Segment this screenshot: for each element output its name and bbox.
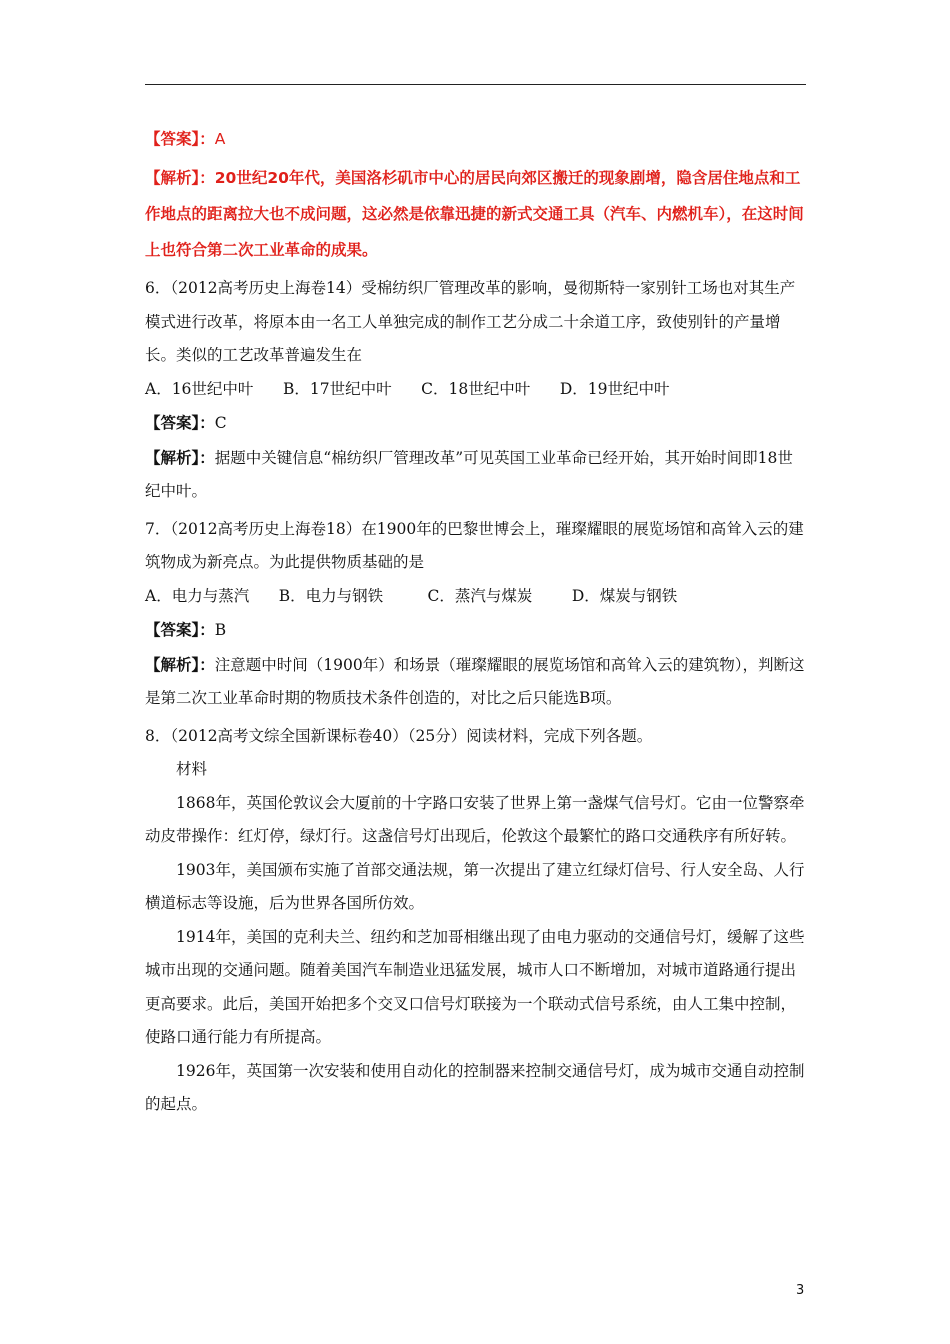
prev-answer-label: 【答案】： <box>145 130 215 148</box>
q6-answer-value: C <box>214 414 227 432</box>
q7-explanation <box>145 648 806 716</box>
q6-answer-label: 【答案】： <box>145 413 215 432</box>
q6-options <box>145 373 806 407</box>
prev-answer-value: A <box>214 130 226 148</box>
q8-paragraph-2: 1903年，美国颁布实施了首部交通法规，第一次提出了建立红绿灯信号、行人安全岛、人行横道标志等设施，后为世界各国所仿效。 <box>145 860 805 912</box>
q6-option-d: D．19世纪中叶 <box>559 379 670 398</box>
q7-stem: 7．（2012高考历史上海卷18）在1900年的巴黎世博会上，璀璨耀眼的展览场馆和高耸入云的建筑物成为新亮点。为此提供物质基础的是 <box>145 519 804 571</box>
page-number: 3 <box>796 1283 805 1298</box>
q8-paragraph-3: 1914年，美国的克利夫兰、纽约和芝加哥相继出现了由电力驱动的交通信号灯，缓解了这些城市出现的交通问题。随着美国汽车制造业迅猛发展，城市人口不断增加，对城市道路通行提出更高要求。此后，美国开始把多个交叉口信号灯联接为一个联动式信号系统，由人工集中控制，使路口通行能力有所提高。 <box>145 927 805 1046</box>
q6-stem: 6．（2012高考历史上海卷14）受棉纺织厂管理改革的影响，曼彻斯特一家别针工场也对其生产模式进行改革，将原本由一名工人单独完成的制作工艺分成二十余道工序，致使别针的产量增长。类似的工艺改革普遍发生在 <box>145 279 796 364</box>
q7-option-c: C．蒸汽与煤炭 <box>427 586 533 605</box>
q8-material-label: 材料 <box>176 760 208 778</box>
q6-option-b: B．17世纪中叶 <box>282 379 392 398</box>
q6-option-a: A．16世纪中叶 <box>145 379 254 398</box>
q6-answer <box>145 406 806 441</box>
q8-paragraph-1: 1868年，英国伦敦议会大厦前的十字路口安装了世界上第一盏煤气信号灯。它由一位警察牵动皮带操作：红灯停，绿灯行。这盏信号灯出现后，伦敦这个最繁忙的路口交通秩序有所好转。 <box>145 793 805 845</box>
q6-explanation-body: 据题中关键信息“棉纺织厂管理改革”可见英国工业革命已经开始，其开始时间即18世纪中叶。 <box>145 448 793 500</box>
q7-options <box>145 580 806 614</box>
prev-explanation <box>145 160 806 268</box>
q6-explanation <box>145 441 806 509</box>
q8-stem: 8．（2012高考文综全国新课标卷40）（25分）阅读材料，完成下列各题。 <box>145 726 653 745</box>
q6-option-c: C．18世纪中叶 <box>421 379 531 398</box>
q7-option-d: D．煤炭与钢铁 <box>571 586 678 605</box>
prev-answer <box>145 128 806 150</box>
q7-option-a: A．电力与蒸汽 <box>145 586 250 605</box>
document-body <box>145 120 806 1122</box>
q8-paragraph-4: 1926年，英国第一次安装和使用自动化的控制器来控制交通信号灯，成为城市交通自动控制的起点。 <box>145 1061 805 1113</box>
q7-answer-value: B <box>214 621 227 639</box>
prev-explanation-label: 【解析】： <box>145 169 215 187</box>
q7-answer-label: 【答案】： <box>145 620 215 639</box>
prev-explanation-body: 20世纪20年代，美国洛杉矶市中心的居民向郊区搬迁的现象剧增，隐含居住地点和工作地点的距离拉大也不成问题，这必然是依靠迅捷的新式交通工具（汽车、内燃机车），在这时间上也符合第二次工业革命的成果。 <box>145 169 804 259</box>
q7-option-b: B．电力与钢铁 <box>278 586 384 605</box>
header-rule <box>145 84 806 85</box>
q7-explanation-label: 【解析】： <box>145 654 215 674</box>
q6-explanation-label: 【解析】： <box>145 447 215 467</box>
q7-explanation-body: 注意题中时间（1900年）和场景（璀璨耀眼的展览场馆和高耸入云的建筑物），判断这是第二次工业革命时期的物质技术条件创造的，对比之后只能选B项。 <box>145 655 805 707</box>
q7-answer <box>145 613 806 648</box>
